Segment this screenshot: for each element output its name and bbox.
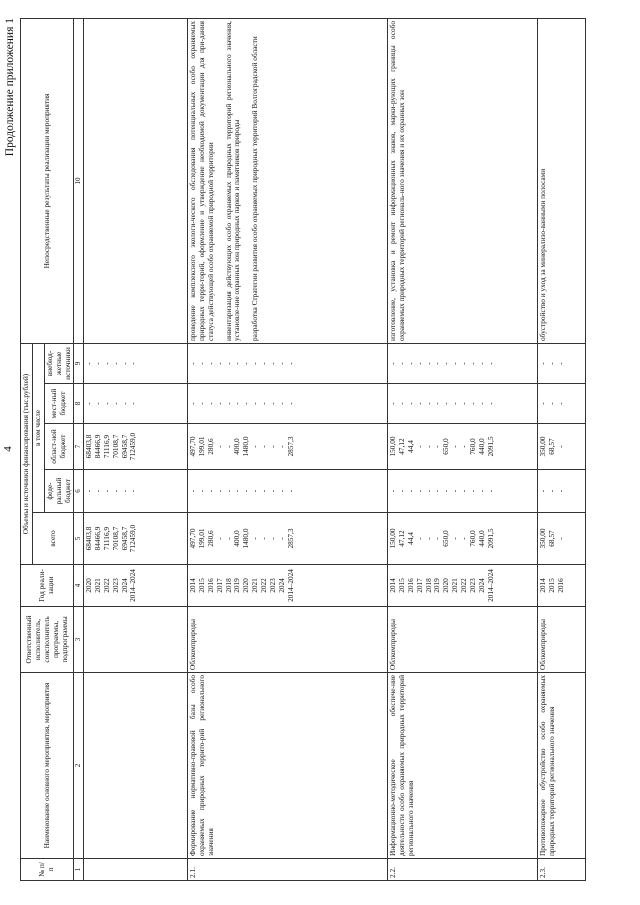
row-num: 2.1. — [187, 859, 387, 881]
header-regional: област-ной бюджет — [44, 424, 74, 470]
row-federal: - - - - - - - - - - - - — [187, 470, 387, 513]
column-number: 3 — [74, 607, 84, 673]
row-result — [83, 18, 187, 343]
table-row — [537, 18, 585, 880]
column-number: 4 — [74, 565, 84, 607]
header-year: Год реали-зации — [21, 565, 74, 607]
header-including: в том числе — [32, 343, 44, 512]
row-regional: 150,00 47,12 44,4 - - - 650,0 - - 760,0 440,0 2091,5 — [387, 424, 537, 470]
row-extrabudget: - - - - - - — [83, 343, 187, 383]
row-num: 2.2. — [387, 859, 537, 881]
table-row — [83, 18, 187, 880]
row-executor — [83, 607, 187, 673]
row-extrabudget: - - - — [537, 343, 585, 383]
header-federal: феде-ральный бюджет — [44, 470, 74, 513]
header-financing: Объемы и источники финансирования (тыс.рублей) — [21, 343, 33, 564]
row-result: проведение комплексного экологи-ческого обследования потенциальных особо охраняемых природных терри-торий, оформление и утверждение необходимой документации для при-дания статуса действующей особо охраняемой природной территории инвентаризация действующих особо охраняемых природных территорий регионального значения, установле-ние охранных зон природных парков и памятников природы разработка Стратегии развития особо охраняемых природных территорий Волгоградской области — [187, 18, 387, 343]
row-years: 2014 2015 2016 2017 2018 2019 2020 2021 2022 2023 2024 2014–2024 — [387, 565, 537, 607]
row-local: - - - - - - - - - - - - — [387, 384, 537, 424]
header-executor: Ответственный исполнитель, соисполнитель программы, подпрограммы — [21, 607, 74, 673]
row-name — [83, 673, 187, 859]
header-num: № п/п — [21, 859, 74, 881]
row-num: 2.3. — [537, 859, 585, 881]
row-extrabudget: - - - - - - - - - - - - — [387, 343, 537, 383]
column-number: 9 — [74, 343, 84, 383]
row-executor: Облкомприроды — [537, 607, 585, 673]
row-result: обустройство и уход за минерализо-ванными полосами — [537, 18, 585, 343]
header-name: Наименование основного мероприятия, мероприятия — [21, 673, 74, 859]
header-total: всего — [32, 513, 74, 565]
row-regional: 350,00 68,57 - — [537, 424, 585, 470]
row-executor: Облкомприроды — [387, 607, 537, 673]
row-total: 68403,8 84466,9 71116,9 70108,7 69458,7 712459,0 — [83, 513, 187, 565]
row-name: Противопожарное обустройство особо охраняемых природных территорий регионального значения — [537, 673, 585, 859]
row-regional: 68403,8 84466,9 71116,9 70108,7 69458,7 712459,0 — [83, 424, 187, 470]
table-row — [387, 18, 537, 880]
column-number: 7 — [74, 424, 84, 470]
row-name: Формирование нормативно-правовой базы особо охраняемых природных террито-рий регионального значения — [187, 673, 387, 859]
row-num — [83, 859, 187, 881]
header-extrabudget: внебюд-жетные источники — [44, 343, 74, 383]
column-number: 1 — [74, 859, 84, 881]
column-number-row — [74, 18, 84, 880]
page-number: 4 — [2, 446, 14, 452]
column-number: 8 — [74, 384, 84, 424]
table-row — [187, 18, 387, 880]
row-federal: - - - - - - — [83, 470, 187, 513]
row-local: - - - — [537, 384, 585, 424]
row-years: 2014 2015 2016 — [537, 565, 585, 607]
row-years: 2020 2021 2022 2023 2024 2014–2024 — [83, 565, 187, 607]
row-result: изготовление, установка и ремонт информационных знаков, марки-рующих границы особо охраняемых природных территорий региональ-ного значения и их охранных зон — [387, 18, 537, 343]
header-local: мест-ный бюджет — [44, 384, 74, 424]
row-extrabudget: - - - - - - - - - - - - — [187, 343, 387, 383]
row-executor: Облкомприроды — [187, 607, 387, 673]
row-local: - - - - - - - - - - - - — [187, 384, 387, 424]
row-local: - - - - - - — [83, 384, 187, 424]
column-number: 2 — [74, 673, 84, 859]
row-total: 350,00 68,57 - — [537, 513, 585, 565]
column-number: 6 — [74, 470, 84, 513]
row-federal: - - - — [537, 470, 585, 513]
row-years: 2014 2015 2016 2017 2018 2019 2020 2021 2022 2023 2024 2014–2024 — [187, 565, 387, 607]
row-total: 497,70 199,01 280,6 - - 400,0 1480,0 - - - - 2857,3 — [187, 513, 387, 565]
column-number: 5 — [74, 513, 84, 565]
row-total: 150,00 47,12 44,4 - - - 650,0 - - 760,0 440,0 2091,5 — [387, 513, 537, 565]
row-name: Информационно-методическое обеспече-ние деятельности особо охраняемых природных территорий регионального значения — [387, 673, 537, 859]
header-result: Непосредственные результаты реализации мероприятия — [21, 18, 74, 343]
row-federal: - - - - - - - - - - - - — [387, 470, 537, 513]
row-regional: 497,70 199,01 280,6 - - 400,0 1480,0 - - - - 2857,3 — [187, 424, 387, 470]
continuation-label: Продолжение приложения 1 — [4, 18, 16, 157]
financing-table — [20, 18, 586, 881]
column-number: 10 — [74, 18, 84, 343]
